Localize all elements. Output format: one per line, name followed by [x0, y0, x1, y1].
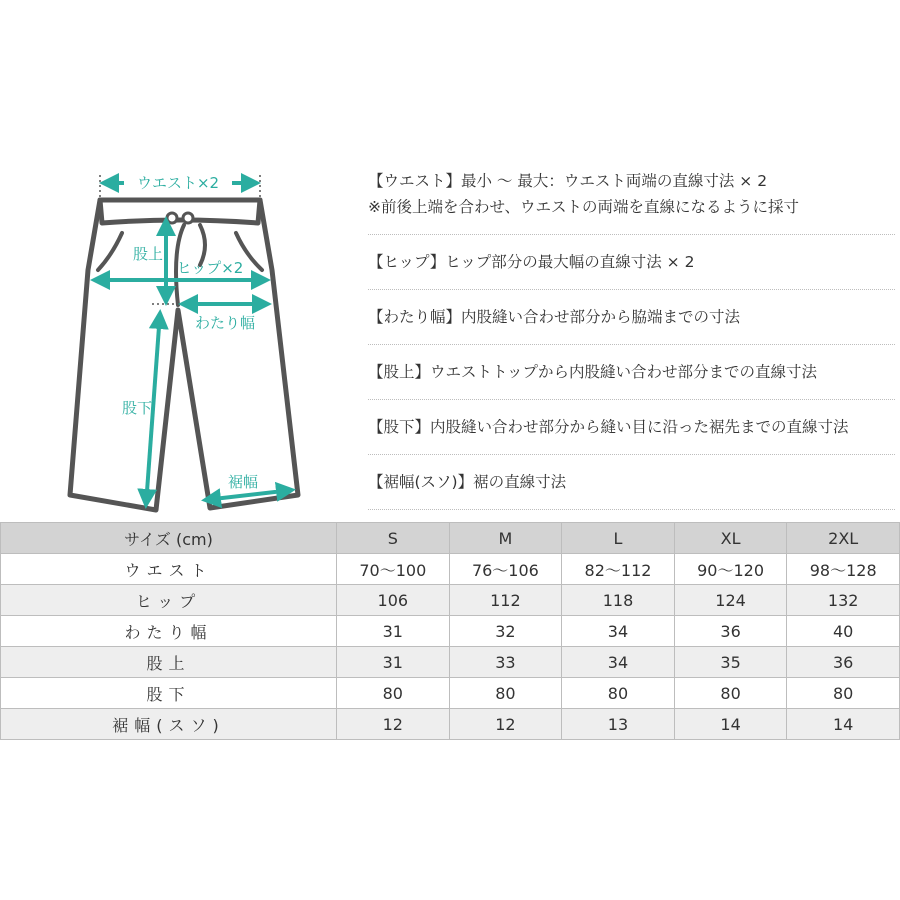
table-header-row	[1, 523, 900, 554]
table-cell: 76〜106	[449, 554, 562, 585]
table-cell: 82〜112	[562, 554, 675, 585]
row-label: 股下	[1, 678, 337, 709]
hem-label: 裾幅	[227, 473, 259, 491]
definition-hip	[368, 235, 895, 290]
inseam-label: 股下	[121, 399, 153, 417]
pants-outline	[70, 200, 298, 510]
table-header-cell: サイズ (cm)	[1, 523, 337, 554]
table-cell: 40	[787, 616, 900, 647]
table-cell: 36	[787, 647, 900, 678]
definition-text: 【ウエスト】最小 〜 最大：ウエスト両端の直線寸法 × 2	[368, 172, 768, 190]
table-cell: 31	[337, 616, 450, 647]
table-header-cell: M	[449, 523, 562, 554]
rise-label: 股上	[132, 245, 164, 263]
table-cell: 80	[449, 678, 562, 709]
table-cell: 14	[787, 709, 900, 740]
table-cell: 98〜128	[787, 554, 900, 585]
table-cell: 80	[787, 678, 900, 709]
definition-thigh	[368, 290, 895, 345]
pants-diagram	[60, 165, 350, 515]
table-cell: 14	[674, 709, 787, 740]
definition-waist	[368, 168, 895, 235]
definition-hem	[368, 455, 895, 510]
table-cell: 118	[562, 585, 675, 616]
table-header-cell: XL	[674, 523, 787, 554]
definition-text: 【股上】ウエストトップから内股縫い合わせ部分までの直線寸法	[368, 363, 818, 381]
table-cell: 80	[337, 678, 450, 709]
table-row	[1, 616, 900, 647]
table-header-cell: 2XL	[787, 523, 900, 554]
row-label: 股上	[1, 647, 337, 678]
table-cell: 124	[674, 585, 787, 616]
table-row	[1, 678, 900, 709]
table-cell: 35	[674, 647, 787, 678]
table-row	[1, 554, 900, 585]
definition-inseam	[368, 400, 895, 455]
definition-text: 【裾幅(スソ)】裾の直線寸法	[368, 473, 567, 491]
drawstring-knob-icon	[183, 213, 193, 223]
table-cell: 32	[449, 616, 562, 647]
table-cell: 34	[562, 616, 675, 647]
table-cell: 13	[562, 709, 675, 740]
waist-label: ウエスト×2	[136, 174, 220, 192]
table-cell: 33	[449, 647, 562, 678]
definition-text: 【股下】内股縫い合わせ部分から縫い目に沿った裾先までの直線寸法	[368, 418, 849, 436]
row-label: ウエスト	[1, 554, 337, 585]
table-cell: 12	[449, 709, 562, 740]
definition-text: 【ヒップ】ヒップ部分の最大幅の直線寸法 × 2	[368, 253, 695, 271]
size-table	[0, 522, 900, 740]
row-label: 裾幅(スソ)	[1, 709, 337, 740]
measurement-definitions	[368, 168, 895, 510]
drawstring-knob-icon	[167, 213, 177, 223]
table-header-cell: L	[562, 523, 675, 554]
table-cell: 12	[337, 709, 450, 740]
table-row	[1, 647, 900, 678]
table-cell: 112	[449, 585, 562, 616]
pants-illustration	[60, 165, 350, 515]
table-cell: 31	[337, 647, 450, 678]
table-cell: 80	[674, 678, 787, 709]
table-cell: 80	[562, 678, 675, 709]
table-cell: 132	[787, 585, 900, 616]
table-row	[1, 709, 900, 740]
table-cell: 36	[674, 616, 787, 647]
definition-rise	[368, 345, 895, 400]
table-row	[1, 585, 900, 616]
table-cell: 34	[562, 647, 675, 678]
hip-label: ヒップ×2	[176, 259, 244, 277]
table-cell: 106	[337, 585, 450, 616]
row-label: わたり幅	[1, 616, 337, 647]
row-label: ヒップ	[1, 585, 337, 616]
table-header-cell: S	[337, 523, 450, 554]
table-cell: 70〜100	[337, 554, 450, 585]
definition-note: ※前後上端を合わせ、ウエストの両端を直線になるように採寸	[368, 198, 800, 216]
table-cell: 90〜120	[674, 554, 787, 585]
definition-text: 【わたり幅】内股縫い合わせ部分から脇端までの寸法	[368, 308, 741, 326]
thigh-label: わたり幅	[194, 314, 256, 332]
